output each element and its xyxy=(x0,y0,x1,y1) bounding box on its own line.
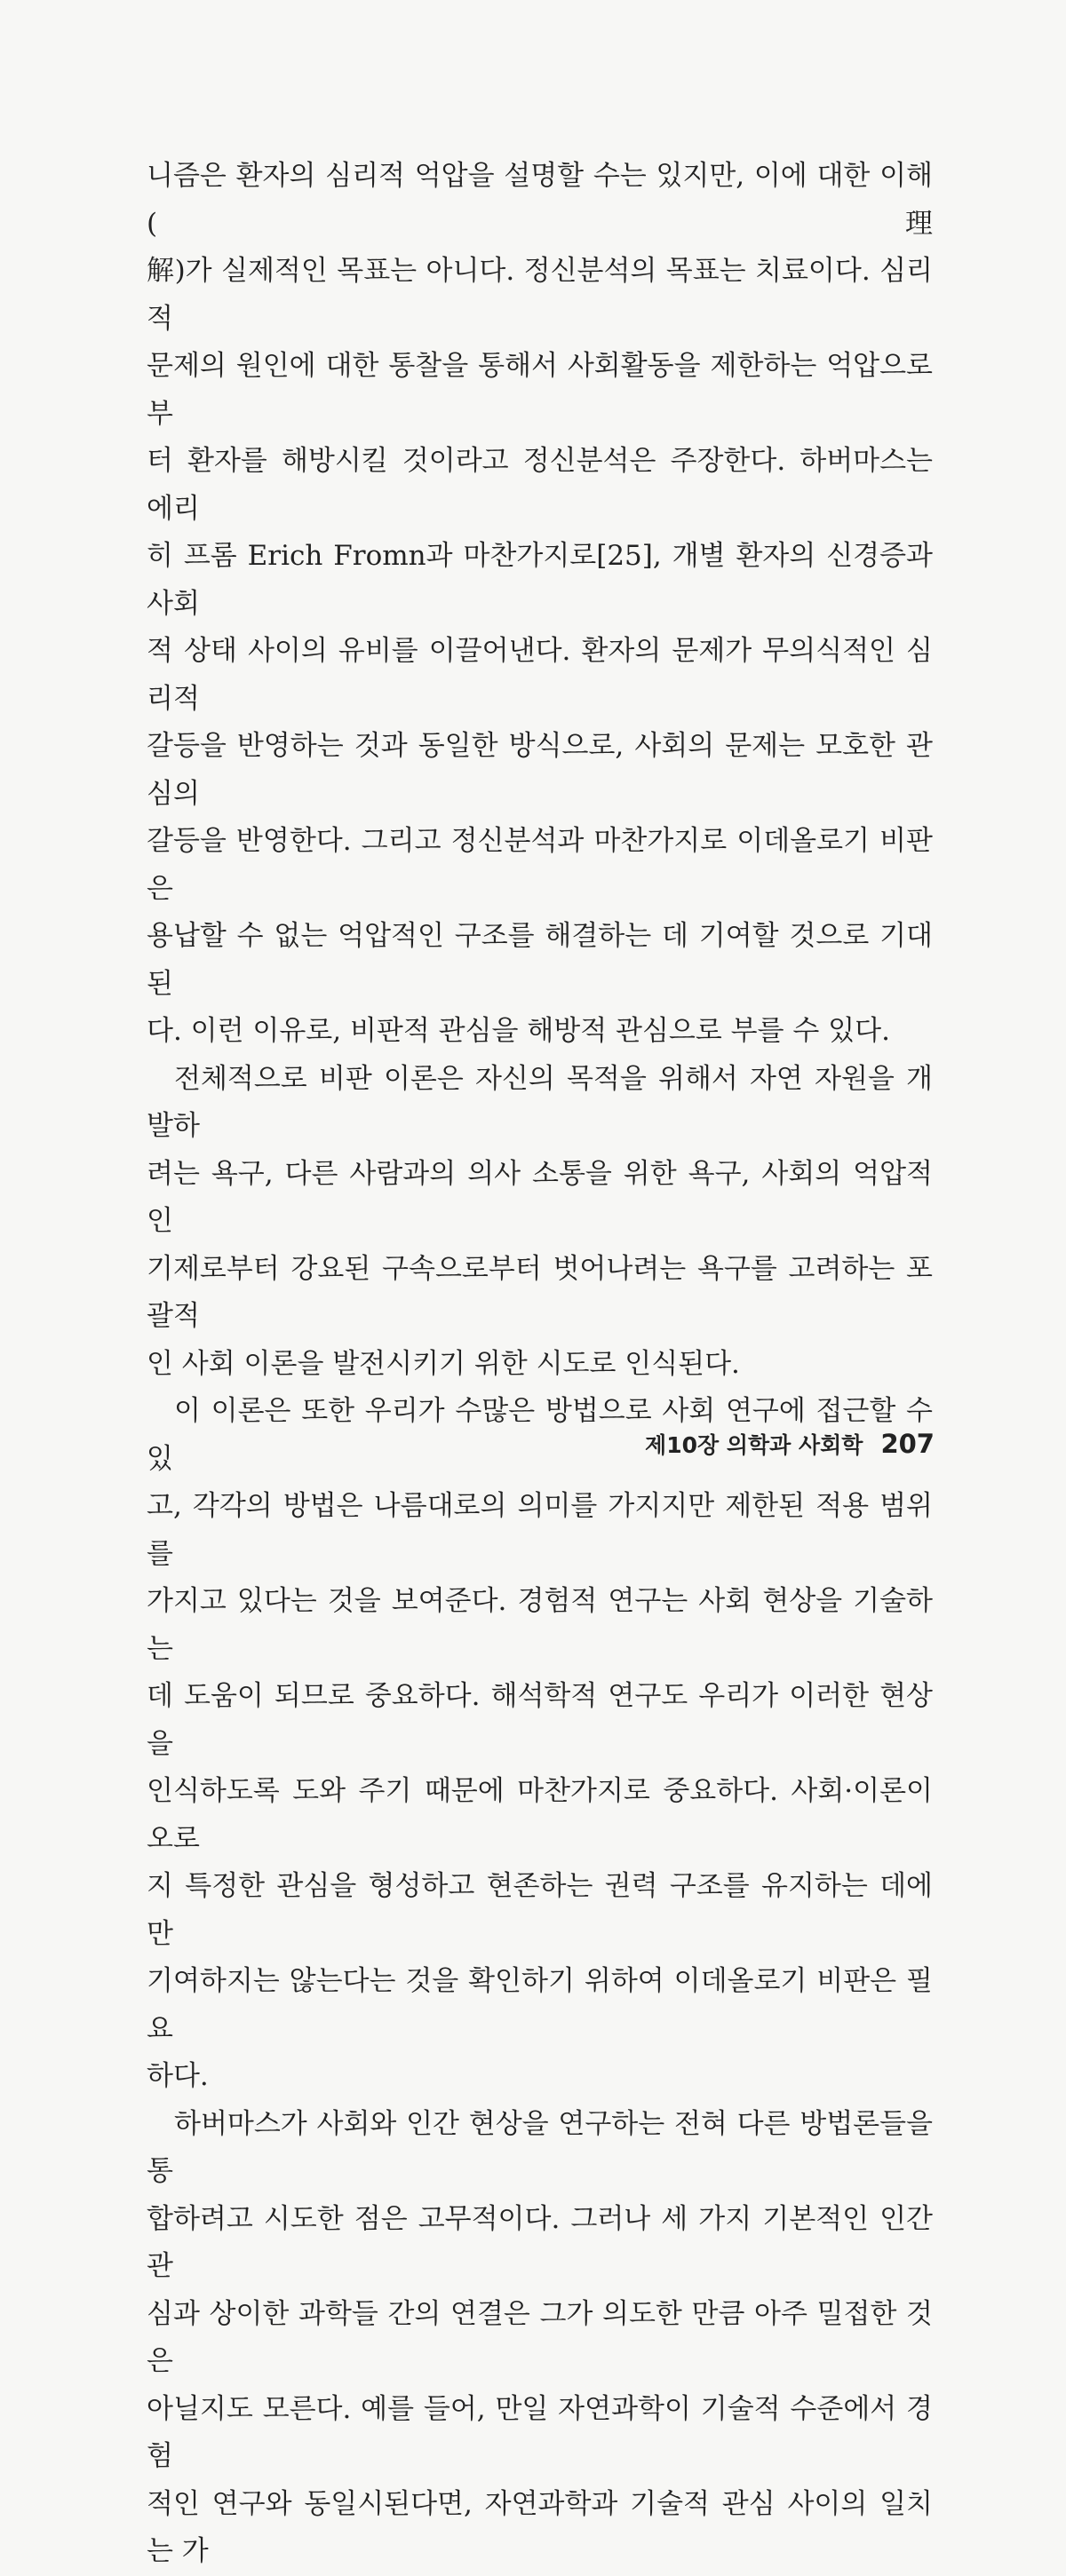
text-line: 기제로부터 강요된 구속으로부터 벗어나려는 욕구를 고려하는 포괄적 xyxy=(147,1252,933,1332)
text-line: 적인 연구와 동일시된다면, 자연과학과 기술적 관심 사이의 일치는 가 xyxy=(147,2487,933,2567)
body-text xyxy=(147,153,933,2576)
text-line: 고, 각각의 방법은 나름대로의 의미를 가지지만 제한된 적용 범위를 xyxy=(147,1490,933,1570)
text-line: 지 특정한 관심을 형성하고 현존하는 권력 구조를 유지하는 데에만 xyxy=(147,1870,933,1950)
text-line: 데 도움이 되므로 중요하다. 해석학적 연구도 우리가 이러한 현상을 xyxy=(147,1680,933,1760)
text-line: 문제의 원인에 대한 통찰을 통해서 사회활동을 제한하는 억압으로부 xyxy=(147,350,933,430)
chapter-title: 제10장 의학과 사회학 xyxy=(645,1432,863,1458)
text-line: 기여하지는 않는다는 것을 확인하기 위하여 이데올로기 비판은 필요 xyxy=(147,1965,933,2045)
text-line: 하버마스가 사회와 인간 현상을 연구하는 전혀 다른 방법론들을 통 xyxy=(147,2107,933,2187)
text-line: 려는 욕구, 다른 사람과의 의사 소통을 위한 욕구, 사회의 억압적인 xyxy=(147,1157,933,1237)
text-line: 용납할 수 없는 억압적인 구조를 해결하는 데 기여할 것으로 기대된 xyxy=(147,920,933,1000)
text-line: 합하려고 시도한 점은 고무적이다. 그러나 세 가지 기본적인 인간 관 xyxy=(147,2202,933,2282)
page-footer xyxy=(645,1428,935,1460)
text-line: 니즘은 환자의 심리적 억압을 설명할 수는 있지만, 이에 대한 이해(理 xyxy=(147,160,933,240)
text-line: 히 프롬 Erich Fromn과 마찬가지로[25], 개별 환자의 신경증과 사회 xyxy=(147,540,933,620)
text-line: 터 환자를 해방시킬 것이라고 정신분석은 주장한다. 하버마스는 에리 xyxy=(147,445,933,525)
text-line: 인 사회 이론을 발전시키기 위한 시도로 인식된다. xyxy=(147,1347,740,1380)
text-line: 인식하도록 도와 주기 때문에 마찬가지로 중요하다. 사회·이론이 오로 xyxy=(147,1775,933,1855)
text-line: 하다. xyxy=(147,2060,209,2092)
text-line: 아닐지도 모른다. 예를 들어, 만일 자연과학이 기술적 수준에서 경험 xyxy=(147,2392,933,2472)
text-line: 가지고 있다는 것을 보여준다. 경험적 연구는 사회 현상을 기술하는 xyxy=(147,1585,933,1665)
text-line: 다. 이런 이유로, 비판적 관심을 해방적 관심으로 부를 수 있다. xyxy=(147,1015,890,1047)
text-line: 갈등을 반영한다. 그리고 정신분석과 마찬가지로 이데올로기 비판은 xyxy=(147,825,933,905)
text-line: 적 상태 사이의 유비를 이끌어낸다. 환자의 문제가 무의식적인 심리적 xyxy=(147,635,933,715)
text-line: 解)가 실제적인 목표는 아니다. 정신분석의 목표는 치료이다. 심리적 xyxy=(147,255,933,335)
text-line: 전체적으로 비판 이론은 자신의 목적을 위해서 자연 자원을 개발하 xyxy=(147,1062,933,1142)
page-number: 207 xyxy=(880,1429,935,1459)
text-line: 갈등을 반영하는 것과 동일한 방식으로, 사회의 문제는 모호한 관심의 xyxy=(147,730,933,810)
text-line: 이 이론은 또한 우리가 수많은 방법으로 사회 연구에 접근할 수 있 xyxy=(147,1395,933,1475)
text-line: 심과 상이한 과학들 간의 연결은 그가 의도한 만큼 아주 밀접한 것은 xyxy=(147,2297,933,2377)
